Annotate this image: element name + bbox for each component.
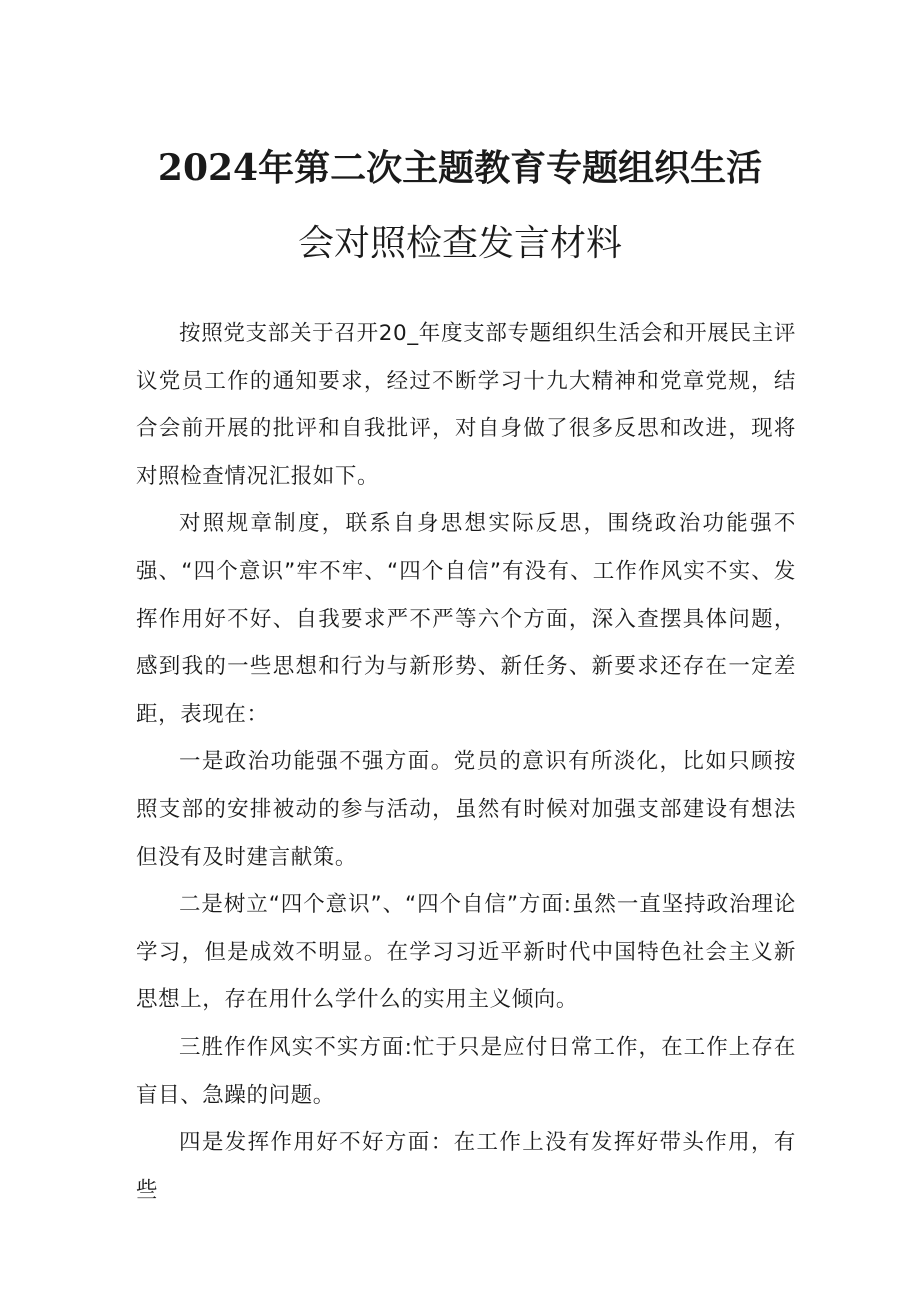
paragraph-point-3: 三胜作作风实不实方面:忙于只是应付日常工作，在工作上存在盲目、急躁的问题。	[136, 1034, 796, 1108]
paragraph-overview: 对照规章制度，联系自身思想实际反思，围绕政治功能强不强、“四个意识”牢不牢、“四个自信”有没有、工作作风实不实、发挥作用好不好、自我要求严不严等六个方面，深入查摆具体问题，感到我的一些思想和行为与新形势、新任务、新要求还存在一定差距，表现在：	[136, 511, 796, 727]
document-title-line-1: 2024年第二次主题教育专题组织生活	[157, 147, 763, 189]
document-title-line-2: 会对照检查发言材料	[297, 223, 622, 264]
document-body	[136, 310, 796, 1214]
paragraph-intro: 按照党支部关于召开20_年度支部专题组织生活会和开展民主评议党员工作的通知要求，经过不断学习十九大精神和党章党规，结合会前开展的批评和自我批评，对自身做了很多反思和改进，现将对照检查情况汇报如下。	[136, 321, 796, 489]
paragraph-point-4: 四是发挥作用好不好方面：在工作上没有发挥好带头作用，有些	[136, 1130, 796, 1203]
paragraph-point-2: 二是树立“四个意识”、“四个自信”方面:虽然一直坚持政治理论学习，但是成效不明显。在学习习近平新时代中国特色社会主义新思想上，存在用什么学什么的实用主义倾向。	[136, 892, 796, 1013]
paragraph-point-1: 一是政治功能强不强方面。党员的意识有所淡化，比如只顾按照支部的安排被动的参与活动，虽然有时候对加强支部建设有想法但没有及时建言献策。	[136, 749, 796, 870]
